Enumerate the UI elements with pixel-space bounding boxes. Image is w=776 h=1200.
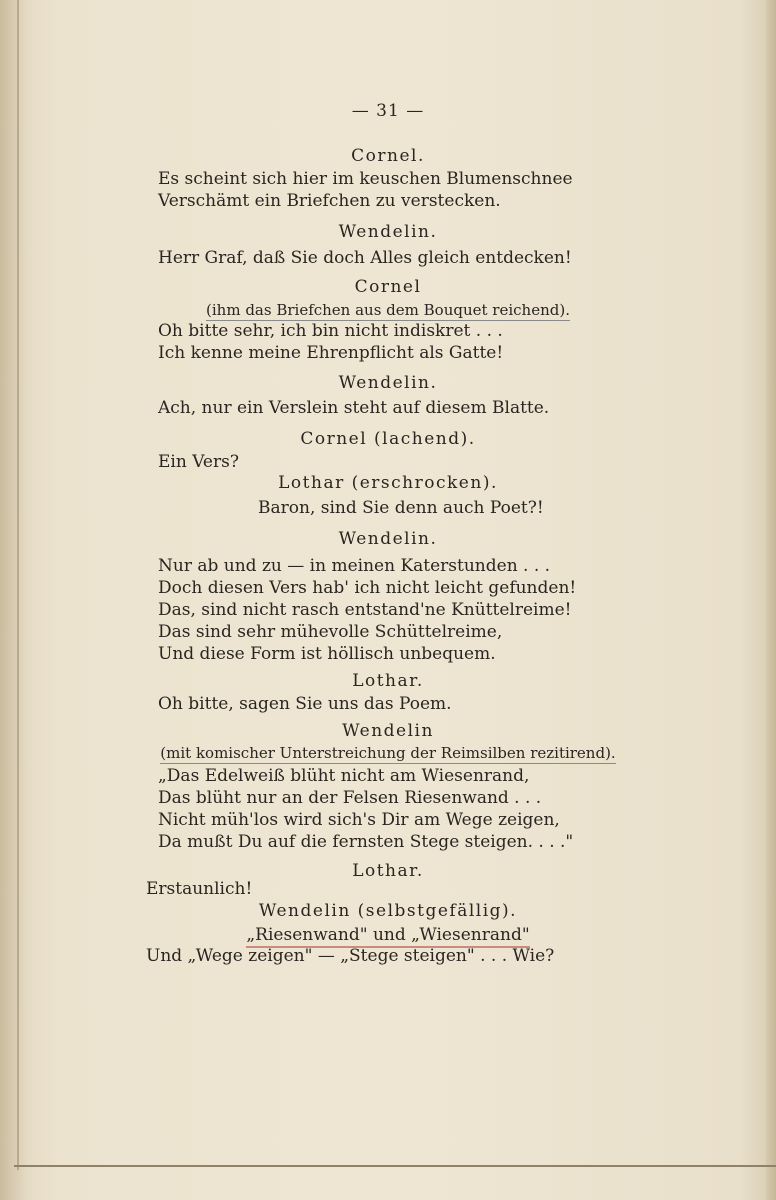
verse-line: Das, sind nicht rasch entstand'ne Knüttelreime! bbox=[158, 600, 572, 620]
speaker-name: Cornel. bbox=[351, 146, 425, 166]
speaker-name: Lothar (erschrocken). bbox=[278, 473, 498, 493]
page-bottom-rule bbox=[14, 1165, 776, 1167]
verse-line: Doch diesen Vers hab' ich nicht leicht gefunden! bbox=[158, 578, 577, 598]
speaker-name: Wendelin. bbox=[338, 373, 438, 393]
speaker-name: Wendelin. bbox=[338, 222, 438, 242]
verse-line: Ich kenne meine Ehrenpflicht als Gatte! bbox=[158, 343, 504, 363]
verse-line: „Riesenwand" und „Wiesenrand" bbox=[0, 924, 776, 946]
speaker-name: Lothar. bbox=[352, 861, 424, 881]
speaker-name: Wendelin (selbstgefällig). bbox=[258, 901, 518, 921]
verse-line: Baron, sind Sie denn auch Poet?! bbox=[258, 498, 544, 518]
verse-line: Oh bitte sehr, ich bin nicht indiskret . . . bbox=[158, 321, 503, 341]
verse-line: Ach, nur ein Verslein steht auf diesem Blatte. bbox=[158, 398, 550, 418]
verse-line: Da mußt Du auf die fernsten Stege steigen. . . ." bbox=[158, 832, 574, 852]
verse-line: Und diese Form ist höllisch unbequem. bbox=[158, 644, 496, 664]
stage-direction: (ihm das Briefchen aus dem Bouquet reichend). bbox=[206, 301, 570, 319]
speaker-name: Wendelin bbox=[342, 721, 434, 741]
verse-line: Nicht müh'los wird sich's Dir am Wege zeigen, bbox=[158, 810, 560, 830]
verse-line: Erstaunlich! bbox=[146, 879, 253, 899]
speaker-name: Lothar. bbox=[352, 671, 424, 691]
speaker-name: Cornel (lachend). bbox=[300, 429, 476, 449]
verse-line: Ein Vers? bbox=[158, 452, 239, 472]
verse-line: Und „Wege zeigen" — „Stege steigen" . . . Wie? bbox=[146, 946, 555, 966]
verse-line: Oh bitte, sagen Sie uns das Poem. bbox=[158, 694, 452, 714]
verse-line: Herr Graf, daß Sie doch Alles gleich entdecken! bbox=[158, 248, 572, 268]
verse-line: Das blüht nur an der Felsen Riesenwand . . . bbox=[158, 788, 542, 808]
speaker-name: Cornel bbox=[354, 277, 422, 297]
verse-line: Verschämt ein Briefchen zu verstecken. bbox=[158, 191, 501, 211]
stage-direction: (mit komischer Unterstreichung der Reimsilben rezitirend). bbox=[160, 744, 616, 762]
verse-line: Nur ab und zu — in meinen Katerstunden . . . bbox=[158, 556, 551, 576]
page-number: — 31 — bbox=[351, 101, 425, 121]
verse-line: Das sind sehr mühevolle Schüttelreime, bbox=[158, 622, 503, 642]
gutter-line bbox=[17, 0, 19, 1170]
verse-line: Es scheint sich hier im keuschen Blumenschnee bbox=[158, 169, 573, 189]
speaker-name: Wendelin. bbox=[338, 529, 438, 549]
page-edge bbox=[766, 0, 776, 1200]
verse-line: „Das Edelweiß blüht nicht am Wiesenrand, bbox=[158, 766, 530, 786]
